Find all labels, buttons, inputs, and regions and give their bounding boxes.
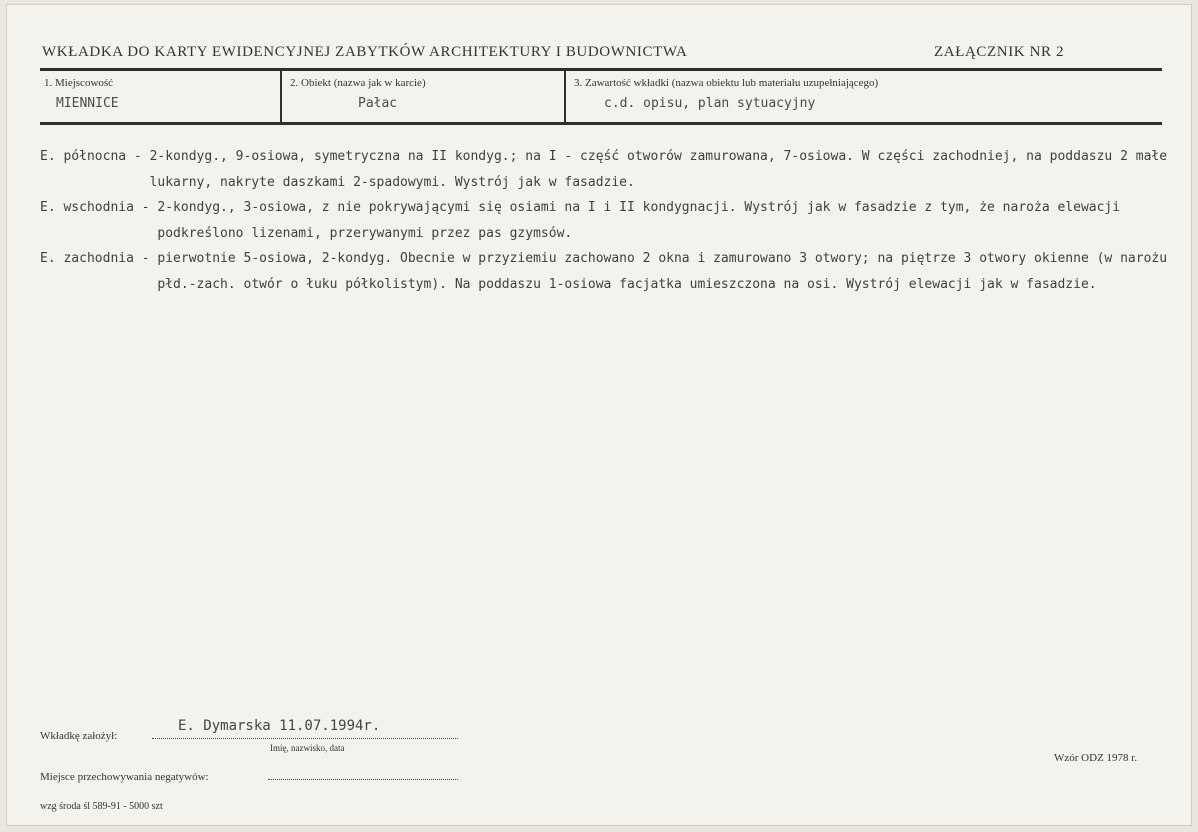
field-divider-2 — [564, 71, 566, 122]
entry-text: 2-kondyg., 3-osiowa, z nie pokrywającymi się osiami na I i II kondygnacji. Wystrój jak w fasadzie z tym, że naroża elewacji podkreślono lizenami, przerywanymi przez pas gzymsów. — [157, 200, 1121, 241]
print-footer: wzg środa śl 589-91 - 5000 szt — [40, 801, 163, 812]
signer-caption: Imię, nazwisko, data — [270, 743, 345, 753]
content-label: 3. Zawartość wkładki (nazwa obiektu lub materiału uzupełniającego) — [574, 77, 879, 89]
inventory-card — [6, 4, 1192, 826]
entry-text: 2-kondyg., 9-osiowa, symetryczna na II kondyg.; na I - część otworów zamurowana, 7-osiowa. W części zachodniej, na poddaszu 2 małe lukarny, nakryte daszkami 2-spadowymi. Wystrój jak w fasadzie. — [149, 149, 1168, 190]
description-body — [40, 144, 1198, 298]
locality-value: MIENNICE — [56, 96, 119, 111]
signer-value: E. Dymarska 11.07.1994r. — [178, 718, 381, 734]
entry-label: E. zachodnia — [40, 251, 134, 267]
entry-north — [40, 144, 1198, 195]
header-rule-bottom — [40, 122, 1162, 125]
entry-west — [40, 246, 1198, 297]
content-value: c.d. opisu, plan sytuacyjny — [604, 96, 816, 111]
attachment-number: ZAŁĄCZNIK NR 2 — [934, 44, 1065, 60]
entry-separator: - — [133, 200, 158, 216]
entry-separator: - — [133, 251, 158, 267]
entry-text: pierwotnie 5-osiowa, 2-kondyg. Obecnie w przyziemiu zachowano 2 okna i zamurowano 3 otwory; na piętrze 3 otwory okienne (w narożu płd.-zach. otwór o łuku półkolistym). Na poddaszu 1-osiowa facjatka umieszczona na osi. Wystrój elewacji jak w fasadzie. — [157, 251, 1168, 292]
entry-east — [40, 195, 1198, 246]
signer-label: Wkładkę założył: — [40, 730, 118, 742]
entry-label: E. północna — [40, 149, 127, 164]
entry-separator: - — [126, 149, 150, 164]
form-model: Wzór ODZ 1978 r. — [1054, 752, 1138, 764]
signer-dotted-line — [152, 738, 458, 739]
field-divider-1 — [280, 71, 282, 122]
negatives-label: Miejsce przechowywania negatywów: — [40, 771, 209, 783]
entry-label: E. wschodnia — [40, 200, 134, 216]
object-label: 2. Obiekt (nazwa jak w karcie) — [290, 77, 426, 89]
header-rule-top — [40, 68, 1162, 71]
card-title: WKŁADKA DO KARTY EWIDENCYJNEJ ZABYTKÓW ARCHITEKTURY I BUDOWNICTWA — [42, 44, 688, 60]
locality-label: 1. Miejscowość — [44, 77, 114, 89]
object-value: Pałac — [358, 96, 398, 111]
negatives-dotted-line — [268, 779, 458, 780]
